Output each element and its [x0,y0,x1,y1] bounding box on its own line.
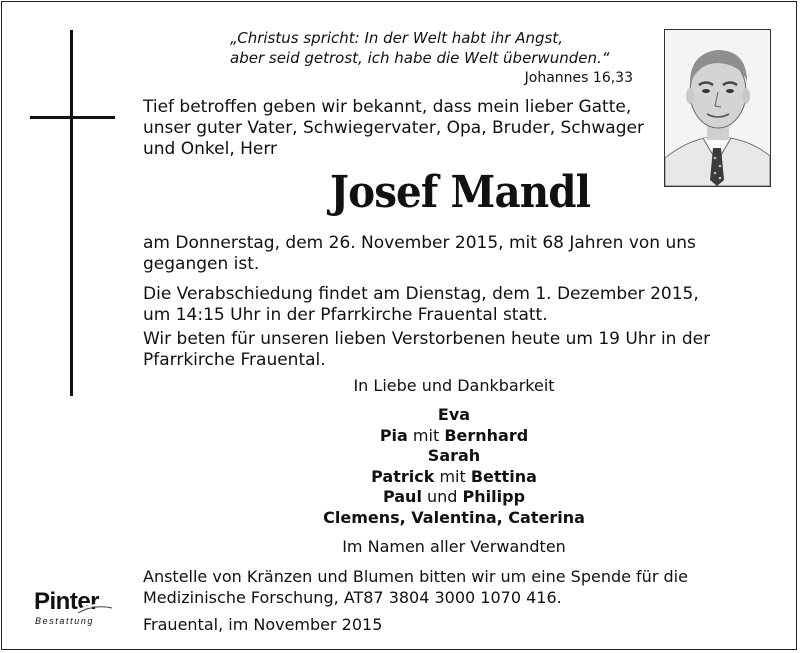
family-row [143,405,765,426]
intro-line-3: und Onkel, Herr [143,139,278,159]
deceased-name: Josef Mandl [329,167,591,218]
prayer-notice [143,329,743,371]
family-member: Sarah [427,446,481,465]
family-connector: mit [439,466,466,486]
funeral-home-logo [34,588,120,628]
logo-wordmark: Pinter [34,588,100,615]
family-member: Clemens, Valentina, Caterina [323,507,585,527]
portrait-photo [664,29,771,187]
family-member: Bettina [470,466,537,486]
death-line-1: am Donnerstag, dem 26. November 2015, mit 68 Jahren von uns [143,233,696,253]
quote-source: Johannes 16,33 [524,70,633,86]
family-connector: und [427,487,458,506]
intro-line-2: unser guter Vater, Schwiegervater, Opa, Bruder, Schwager [143,118,644,138]
logo-subtitle: Bestattung [35,616,95,626]
cross-icon-vertical [70,30,73,396]
family-row [143,467,765,488]
prayer-line-2: Pfarrkirche Frauental. [143,350,326,370]
family-member: Bernhard [444,425,529,445]
donation-line-2: Medizinische Forschung, AT87 3804 3000 1070 416. [143,588,562,607]
relatives-line: Im Namen aller Verwandten [342,537,566,556]
farewell-line-2: um 14:15 Uhr in der Pfarrkirche Frauental statt. [143,305,548,325]
family-member: Patrick [371,466,435,486]
closing-phrase: In Liebe und Dankbarkeit [353,376,555,395]
prayer-line-1: Wir beten für unseren lieben Verstorbenen heute um 19 Uhr in der [143,329,711,349]
place-and-date: Frauental, im November 2015 [143,615,383,634]
family-member: Pia [379,425,408,445]
announcement-intro [143,97,653,160]
logo-swoosh-icon [74,602,114,614]
quote-line-1: „Christus spricht: In der Welt habt ihr Angst, [230,29,563,47]
family-row [143,446,765,467]
farewell-notice [143,284,743,326]
farewell-line-1: Die Verabschiedung findet am Dienstag, dem 1. Dezember 2015, [143,284,699,304]
donation-line-1: Anstelle von Kränzen und Blumen bitten wir um eine Spende für die [143,567,688,586]
family-member: Eva [437,405,471,424]
family-list [143,405,765,528]
quote-line-2: aber seid getrost, ich habe die Welt überwunden.“ [230,49,610,67]
bible-quote [230,28,640,88]
family-row [143,487,765,508]
donation-request [143,566,763,608]
family-row [143,508,765,529]
family-row [143,426,765,447]
death-line-2: gegangen ist. [143,254,260,274]
intro-line-1: Tief betroffen geben wir bekannt, dass mein lieber Gatte, [143,97,632,117]
family-connector: mit [412,425,440,445]
family-member: Paul [382,487,422,506]
family-member: Philipp [462,487,526,506]
cross-icon-horizontal [30,116,115,119]
death-notice [143,233,743,275]
